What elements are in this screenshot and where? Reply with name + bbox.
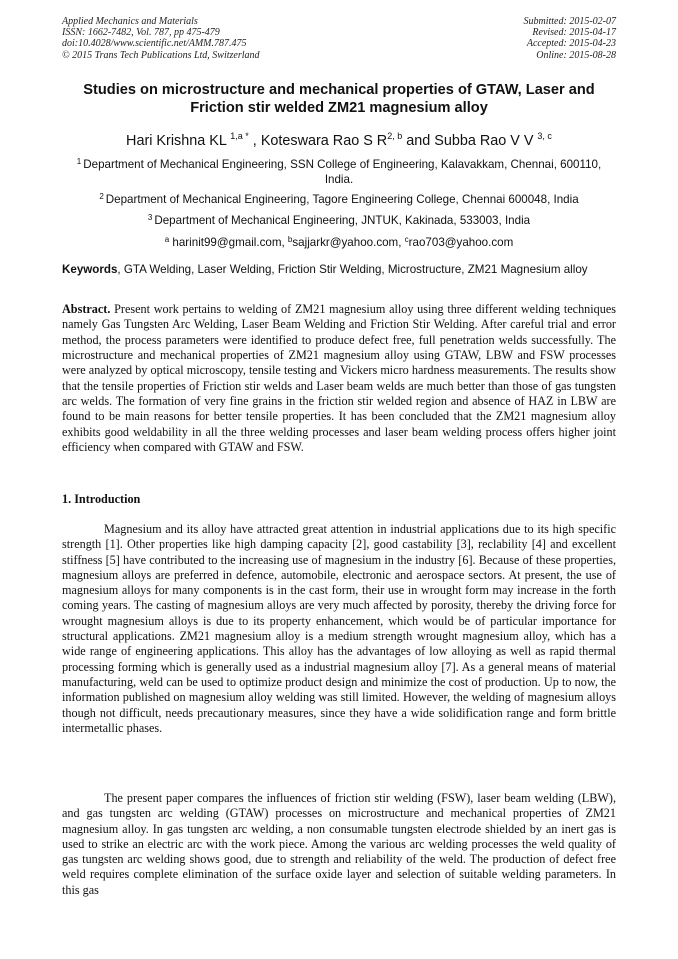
journal-issn: ISSN: 1662-7482, Vol. 787, pp 475-479 [62,27,220,39]
author-3-mark: 3, c [537,131,552,141]
section-heading: 1. Introduction [62,492,141,506]
author-2: Koteswara Rao S R [260,133,388,149]
keywords-text: , GTA Welding, Laser Welding, Friction Stir Welding, Microstructure, ZM21 Magnesium alloy [117,263,588,276]
author-1-mark: 1,a * [230,131,249,141]
paper-title: Studies on microstructure and mechanical properties of GTAW, Laser and Friction stir welded ZM21 magnesium alloy [83,82,595,116]
author-2-mark: 2, b [387,131,403,141]
author-3: Subba Rao V V [434,133,538,149]
affiliation-mark: 1 [76,157,82,166]
affiliation-mark: 2 [99,192,104,201]
abstract-label: Abstract. [62,302,111,316]
affiliation-mark: 3 [147,213,153,222]
affiliation-text: Department of Mechanical Engineering, SSN College of Engineering, Kalavakkam, Chennai, 600110, India. [83,158,602,186]
affiliation-1 [62,154,616,187]
author-line [62,127,616,150]
email-mark-c: c [404,235,409,244]
journal-doi: doi:10.4028/www.scientific.net/AMM.787.475 [62,38,247,50]
affiliation-2 [62,189,616,207]
body-paragraph: The present paper compares the influences of friction stir welding (FSW), laser beam welding (LBW), and gas tungsten arc welding (GTAW) processes on microstructure and mechanical properties of ZM21 magnesium alloy. In gas tungsten arc welding, a non consumable tungsten electrode shielded by an inert gas is used to strike an electric arc with the work piece. Among the various arc welding processes the weld quality of gas tungsten arc welding shows good, due to strength and reliability of the weld. The production of defect free weld requires complete elimination of the surface oxide layer and selection of suitable welding parameters. In this gas [62,791,616,897]
abstract [62,302,616,455]
email-b[interactable]: sajjarkr@yahoo.com, [292,236,405,249]
keywords-label: Keywords [62,263,118,276]
email-mark-a: a [164,235,170,244]
abstract-text: Present work pertains to welding of ZM21 magnesium alloy using three different welding techniques namely Gas Tungsten Arc Welding, Laser Beam Welding and Friction Stir Welding. After careful trial and error method, the process parameters were identified to produce defect free, full penetration welds successfully. The microstructure and mechanical properties of ZM21 magnesium alloy using GTAW, LBW and FSW processes were analyzed by optical microscopy, tensile testing and Vickers micro hardness measurements. The results show that the tensile properties of Friction stir welds and Laser beam welds are much better than those of gas tungsten arc welds. The formation of very fine grains in the friction stir welded region and absence of HAZ in LBW are found to be main reasons for better tensile properties. It has been concluded that the ZM21 magnesium alloy exhibits good weldability in all the three welding processes and laser beam welding process offers higher joint efficiency when compared with GTAW and FSW. [62,302,616,455]
submission-dates [524,16,617,61]
email-line [62,232,616,250]
email-a[interactable]: harinit99@gmail.com, [169,236,288,249]
journal-info [62,16,260,61]
author-separator: and [402,133,435,149]
date-revised: Revised: 2015-04-17 [532,27,616,39]
author-1: Hari Krishna KL [126,133,231,149]
affiliation-text: Department of Mechanical Engineering, JNTUK, Kakinada, 533003, India [154,214,531,227]
author-separator: , [248,133,261,149]
date-submitted: Submitted: 2015-02-07 [523,16,616,27]
keywords [62,262,616,277]
email-mark-b: b [287,235,293,244]
date-accepted: Accepted: 2015-04-23 [526,38,616,50]
email-c[interactable]: rao703@yahoo.com [408,236,514,249]
affiliation-text: Department of Mechanical Engineering, Tagore Engineering College, Chennai 600048, India [105,193,579,206]
journal-copyright: © 2015 Trans Tech Publications Ltd, Switzerland [62,49,260,61]
date-online: Online: 2015-08-28 [536,49,616,61]
journal-name: Applied Mechanics and Materials [62,16,198,27]
affiliation-3 [62,210,616,228]
body-paragraph: Magnesium and its alloy have attracted great attention in industrial applications due to its high specific strength [1]. Other properties like high damping capacity [2], good castability [3], reclability [4] and excellent stiffness [5] have contributed to the increasing use of magnesium in the industry [6]. Because of these properties, magnesium alloys are preferred in defence, automobile, electronic and aerospace sectors. At present, the use of magnesium alloys for many components is in the cast form, their use in wrought form may increase in the forth coming years. The casting of magnesium alloys are very much affected by porosity, thereby the driving force for wrought magnesium alloys is due to its property enhancement, which would be of particular importance for structural applications. ZM21 magnesium alloy is a medium strength wrought magnesium alloy, which has a wide range of engineering applications. This alloy has the advantages of low alloying as well as rapid thermal processing forming which is generally used as a industrial magnesium alloy [7]. As a general means of material manufacturing, weld can be used to optimize product design and minimize the cost of production. Up to now, the information published on magnesium alloy welding was still limited. However, the welding of magnesium alloys though not difficult, needs precautionary measures, since they have a wide solidification range and form brittle intermetallic phases. [62,522,616,735]
